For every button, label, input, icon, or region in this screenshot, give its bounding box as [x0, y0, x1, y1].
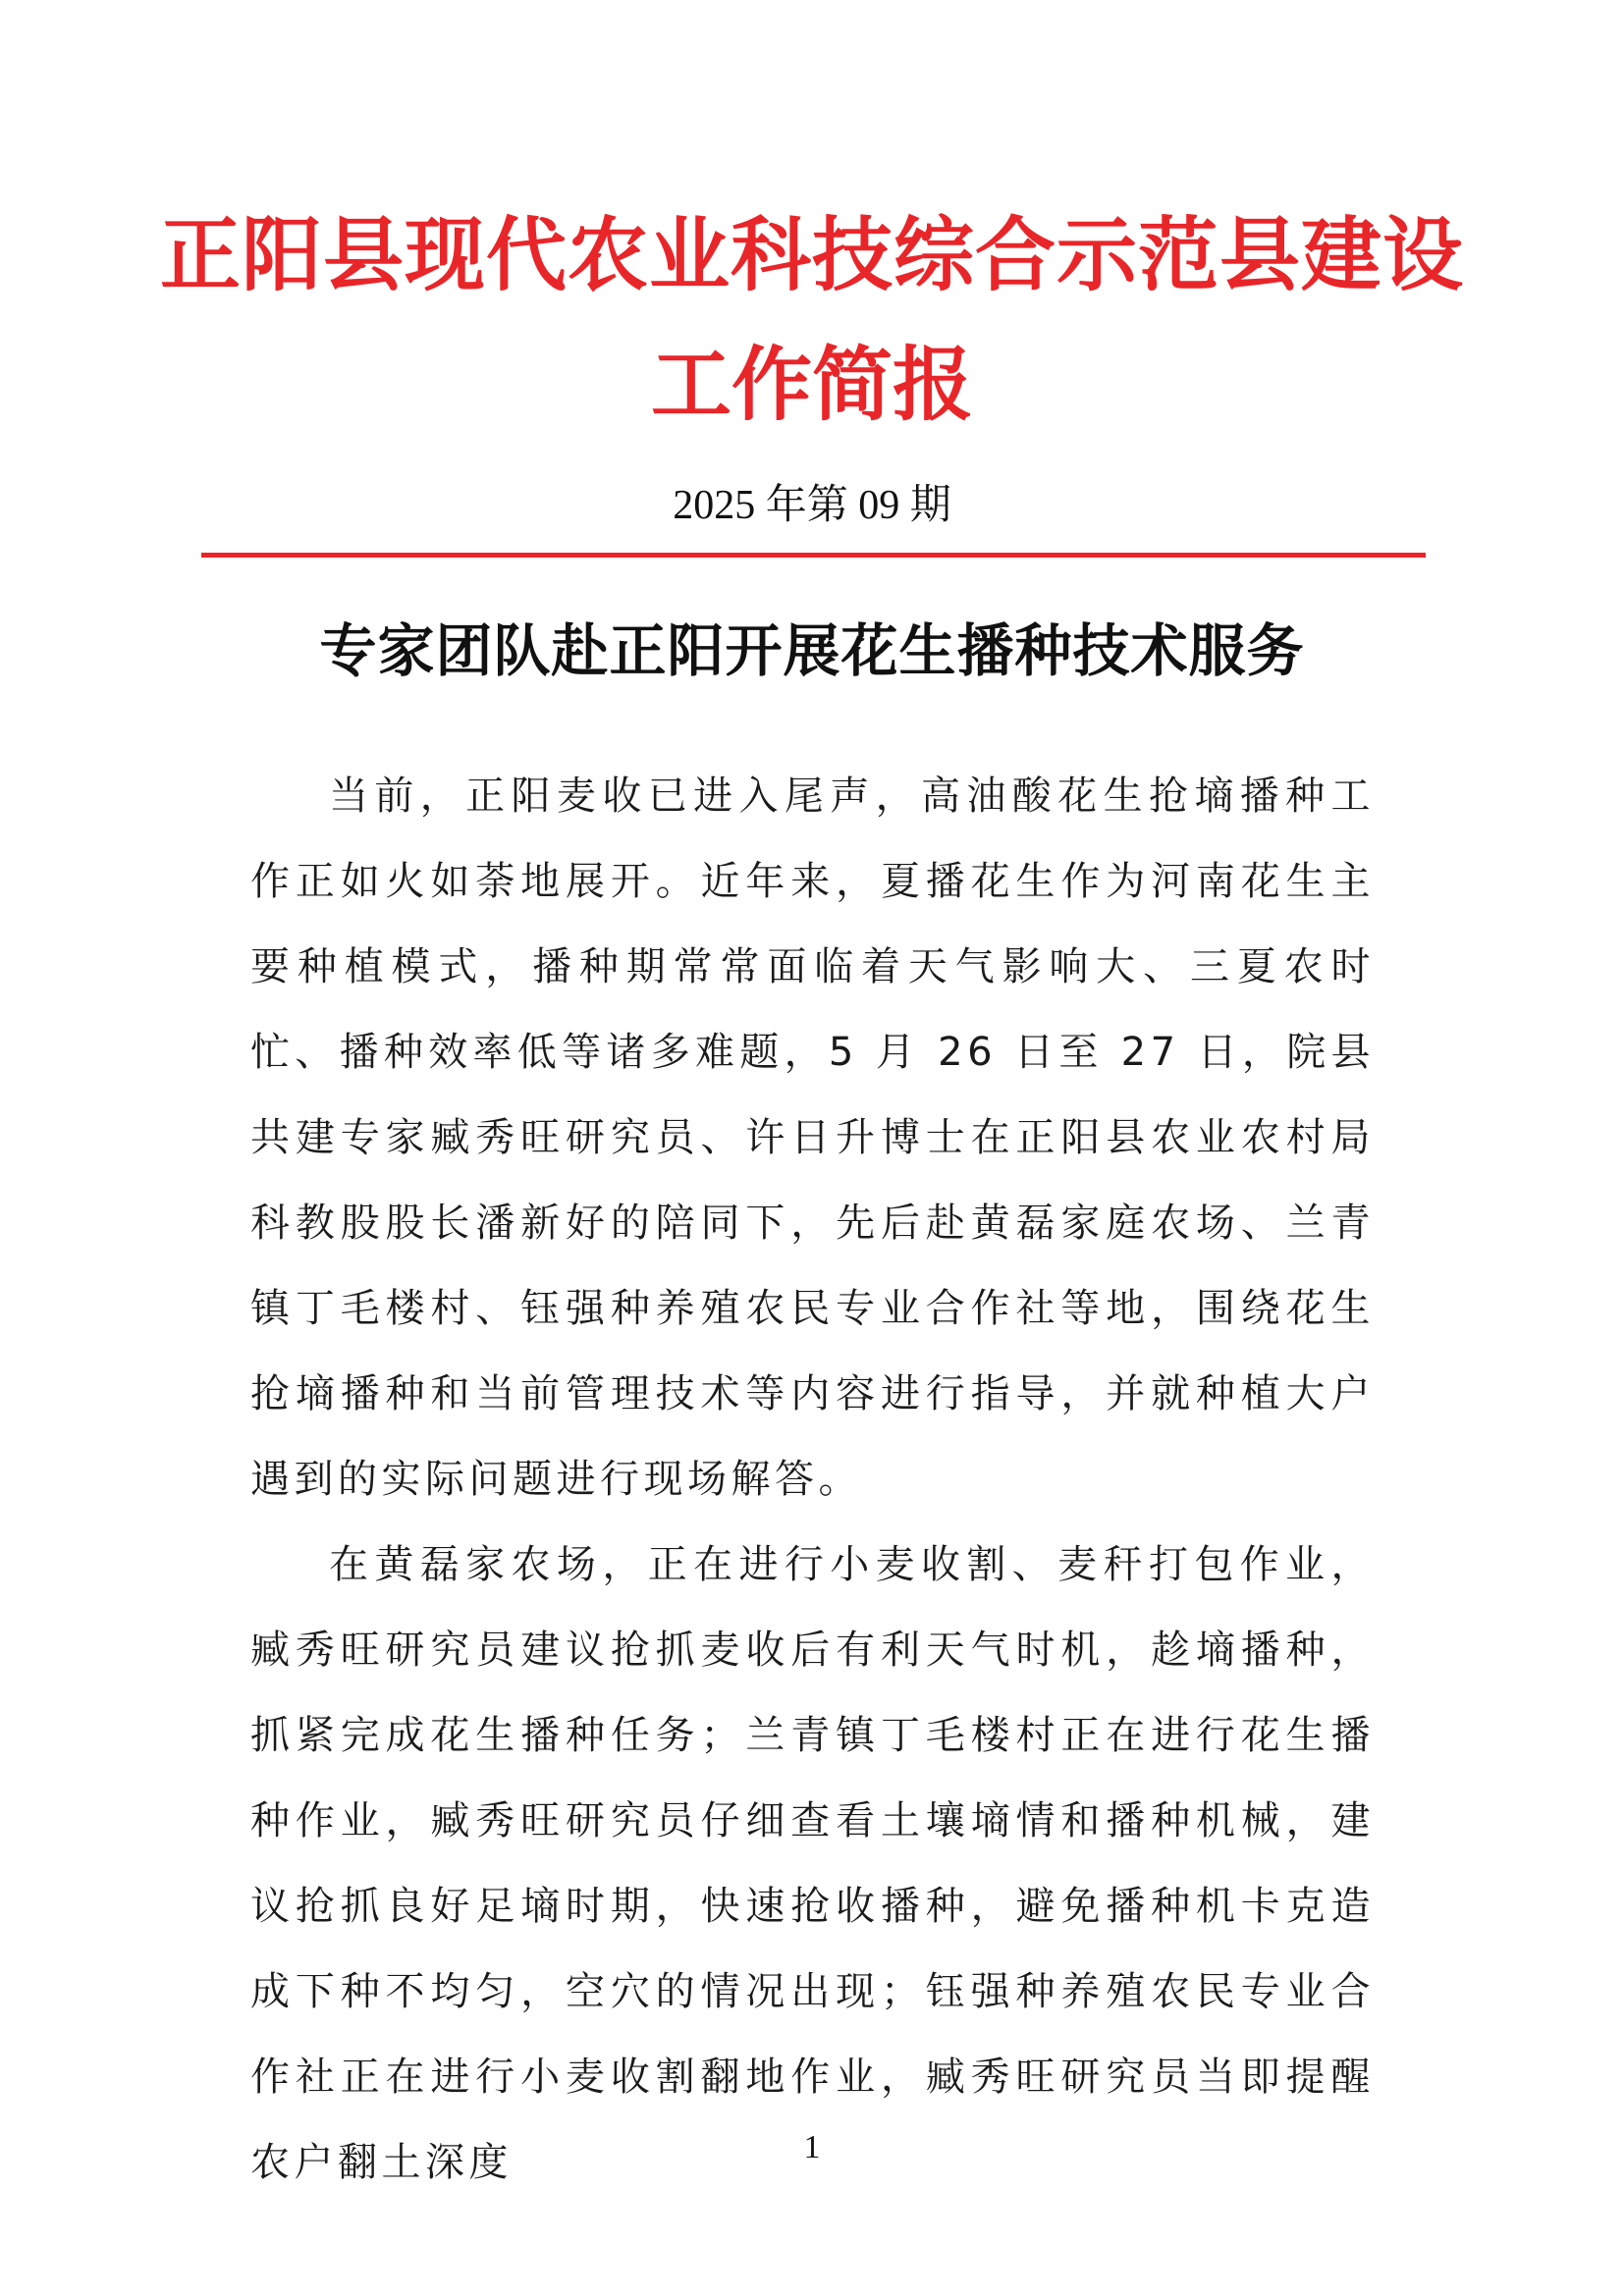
- issue-number: 2025 年第 09 期: [673, 483, 951, 528]
- page-number: 1: [803, 2129, 821, 2165]
- article-paragraph-2: 在黄磊家农场，正在进行小麦收割、麦秆打包作业，臧秀旺研究员建议抢抓麦收后有利天气时机，趁墒播种，抓紧完成花生播种任务；兰青镇丁毛楼村正在进行花生播种作业，臧秀旺研究员仔细查看土壤墒情和播种机械，建议抢抓良好足墒时期，快速抢收播种，避免播种机卡克造成下种不均匀，空穴的情况出现；钰强种养殖农民专业合作社正在进行小麦收割翻地作业，臧秀旺研究员当即提醒农户翻土深度: [250, 1542, 1375, 2185]
- article-paragraph-1: 当前，正阳麦收已进入尾声，高油酸花生抢墒播种工作正如火如荼地展开。近年来，夏播花生作为河南花生主要种植模式，播种期常常面临着天气影响大、三夏农时忙、播种效率低等诸多难题，5 月 26 日至 27 日，院县共建专家臧秀旺研究员、许日升博士在正阳县农业农村局科教股股长潘新好的陪同下，先后赴黄磊家庭农场、兰青镇丁毛楼村、钰强种养殖农民专业合作社等地，围绕花生抢墒播种和当前管理技术等内容进行指导，并就种植大户遇到的实际问题进行现场解答。: [250, 774, 1375, 1502]
- masthead-title-line-2: 工作简报: [650, 338, 973, 432]
- article-body: [250, 754, 1375, 2206]
- header-divider: [201, 553, 1426, 558]
- masthead-title-line-1: 正阳县现代农业科技综合示范县建设: [159, 208, 1464, 302]
- article-title: 专家团队赴正阳开展花生播种技术服务: [319, 617, 1305, 684]
